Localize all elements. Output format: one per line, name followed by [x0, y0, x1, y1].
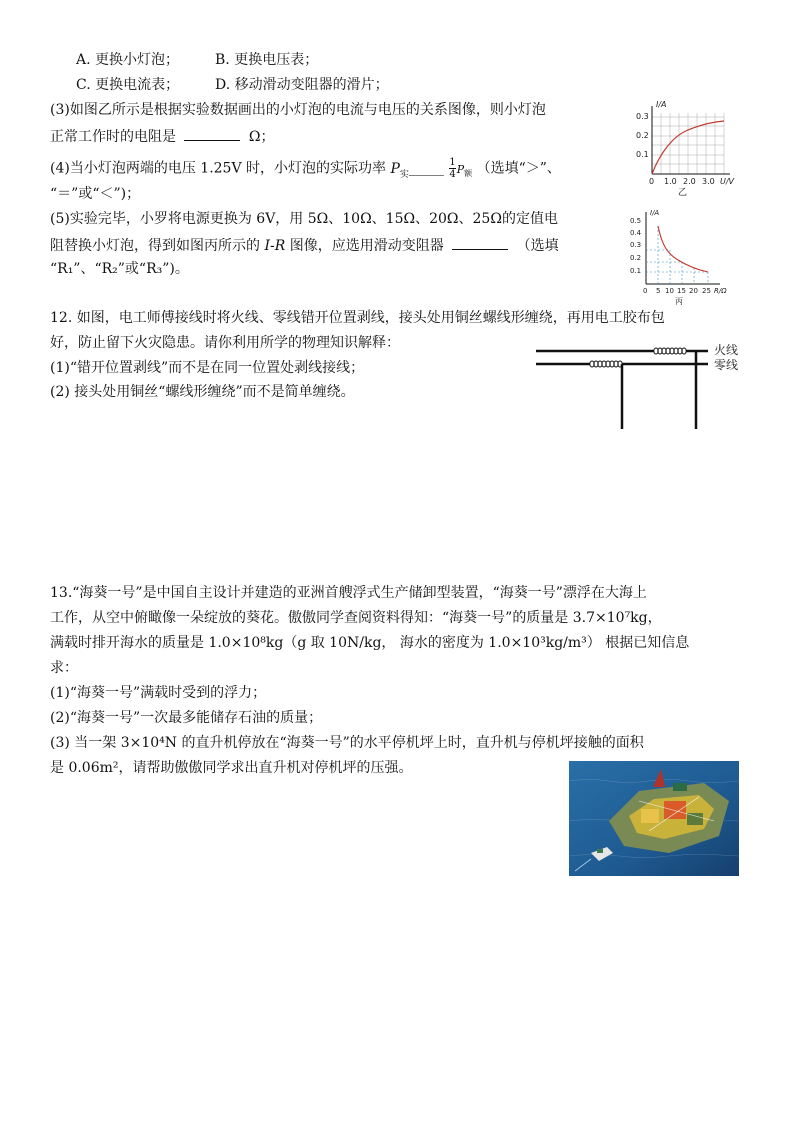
y-tick-label: 0.1	[630, 267, 642, 275]
y-tick-label: 0.1	[636, 150, 649, 159]
q12-line2: 好，防止留下火灾隐患。请你利用所学的物理知识解释：	[50, 335, 400, 351]
ir-label: I-R	[264, 238, 286, 254]
q11-part4-choice: （选填“＞”、	[476, 160, 561, 177]
q11-part3-text: 正常工作时的电阻是	[50, 129, 176, 145]
y-tick-label: 0.2	[630, 254, 642, 262]
answer-blank: _____	[408, 160, 444, 177]
option-c: C. 更换电流表；	[76, 77, 180, 93]
x-tick-label: 0	[643, 287, 648, 295]
y-tick-label: 0.2	[636, 131, 649, 140]
q11-part3-line2	[50, 126, 275, 146]
x-tick-label: 20	[689, 287, 698, 295]
ir-curve	[658, 226, 708, 272]
q13-line3: 满载时排开海水的质量是 1.0×10⁸kg（g 取 10N/kg， 海水的密度为 1.0×10³kg/m³） 根据已知信息	[50, 635, 690, 651]
y-tick-label: 0.3	[630, 241, 642, 249]
q13-line1: 13.“海葵一号”是中国自主设计并建造的亚洲首艘浮式生产储卸型装置，“海葵一号”漂浮在大海上	[50, 585, 647, 601]
p-rated: $P_额$	[456, 162, 473, 178]
x-tick-label: 1.0	[664, 177, 677, 186]
x-tick-label: 5	[656, 287, 661, 295]
p-actual: $P_实$	[390, 160, 409, 180]
copper-coil-neutral	[590, 361, 622, 367]
q13-item3: (3) 当一架 3×10⁴N 的直升机停放在“海葵一号”的水平停机坪上时，直升机与停机坪接触的面积	[50, 735, 644, 751]
q11-part4-line1	[50, 157, 561, 183]
platform-photo	[569, 761, 739, 876]
q13-item2: (2)“海葵一号”一次最多能储存石油的质量；	[50, 710, 323, 726]
x-axis-label: U/V	[720, 177, 735, 186]
q13-item3-cont: 是 0.06m²，请帮助傲傲同学求出直升机对停机坪的压强。	[50, 760, 413, 776]
graph-bing	[628, 206, 738, 308]
figure-caption: 乙	[678, 188, 688, 198]
q11-part5-text: 阻替换小灯泡，得到如图丙所示的	[50, 238, 260, 254]
option-a: A. 更换小灯泡；	[76, 52, 180, 68]
q13-item1: (1)“海葵一号”满载时受到的浮力；	[50, 685, 267, 701]
q11-part3-unit: Ω；	[248, 129, 275, 145]
q11-part3-line1: (3)如图乙所示是根据实验数据画出的小灯泡的电流与电压的关系图像，则小灯泡	[50, 102, 546, 118]
y-tick-label: 0.4	[630, 229, 642, 237]
x-tick-label: 2.0	[683, 177, 696, 186]
q11-part5-line3: “R₁”、“R₂”或“R₃”)。	[50, 261, 189, 277]
x-tick-label: 25	[702, 287, 711, 295]
x-axis-label: R/Ω	[714, 287, 727, 295]
platform-illustration	[569, 761, 739, 876]
q11-part4-text: (4)当小灯泡两端的电压 1.25V 时，小灯泡的实际功率	[50, 160, 387, 177]
fire-wire-label: 火线	[714, 343, 739, 357]
q11-part5-line2	[50, 235, 559, 255]
fraction: $\frac{1}{4}$	[449, 157, 456, 180]
y-tick-label: 0.3	[636, 112, 649, 121]
x-tick-label: 3.0	[702, 177, 715, 186]
figure-caption: 丙	[675, 297, 683, 306]
q13-line4: 求：	[50, 660, 78, 676]
x-tick-label: 10	[665, 287, 674, 295]
q12-item2: (2) 接头处用铜丝“螺线形缠绕”而不是简单缠绕。	[50, 384, 355, 400]
graph-yi	[628, 98, 740, 198]
dashed-guides	[646, 226, 708, 284]
y-axis-label: I/A	[656, 100, 667, 109]
y-axis-label: I/A	[650, 209, 660, 217]
answer-blank	[184, 126, 240, 141]
q13-line2: 工作，从空中俯瞰像一朵绽放的葵花。傲傲同学查阅资料得知：“海葵一号”的质量是 3.7×10⁷kg，	[50, 610, 662, 626]
y-tick-label: 0.5	[630, 217, 642, 225]
wiring-diagram	[534, 339, 746, 433]
answer-blank	[452, 235, 508, 250]
q11-part5-line1: (5)实验完毕，小罗将电源更换为 6V，用 5Ω、10Ω、15Ω、20Ω、25Ω的定值电	[50, 211, 558, 227]
q11-part4-line2: “＝”或“＜”)；	[50, 186, 141, 202]
x-tick-label: 0	[649, 177, 655, 186]
option-d: D. 移动滑动变阻器的滑片；	[215, 77, 389, 93]
neutral-wire-label: 零线	[714, 358, 739, 372]
x-tick-label: 15	[677, 287, 686, 295]
option-b: B. 更换电压表；	[215, 52, 319, 68]
q12-item1: (1)“错开位置剥线”而不是在同一位置处剥线接线；	[50, 360, 365, 376]
q11-part5-text2: 图像，应选用滑动变阻器	[289, 238, 444, 254]
copper-coil-fire	[654, 348, 686, 354]
q11-part5-choice: （选填	[516, 238, 559, 254]
q12-line1: 12. 如图，电工师傅接线时将火线、零线错开位置剥线，接头处用铜丝螺线形缠绕，再用电工胶布包	[50, 310, 665, 326]
